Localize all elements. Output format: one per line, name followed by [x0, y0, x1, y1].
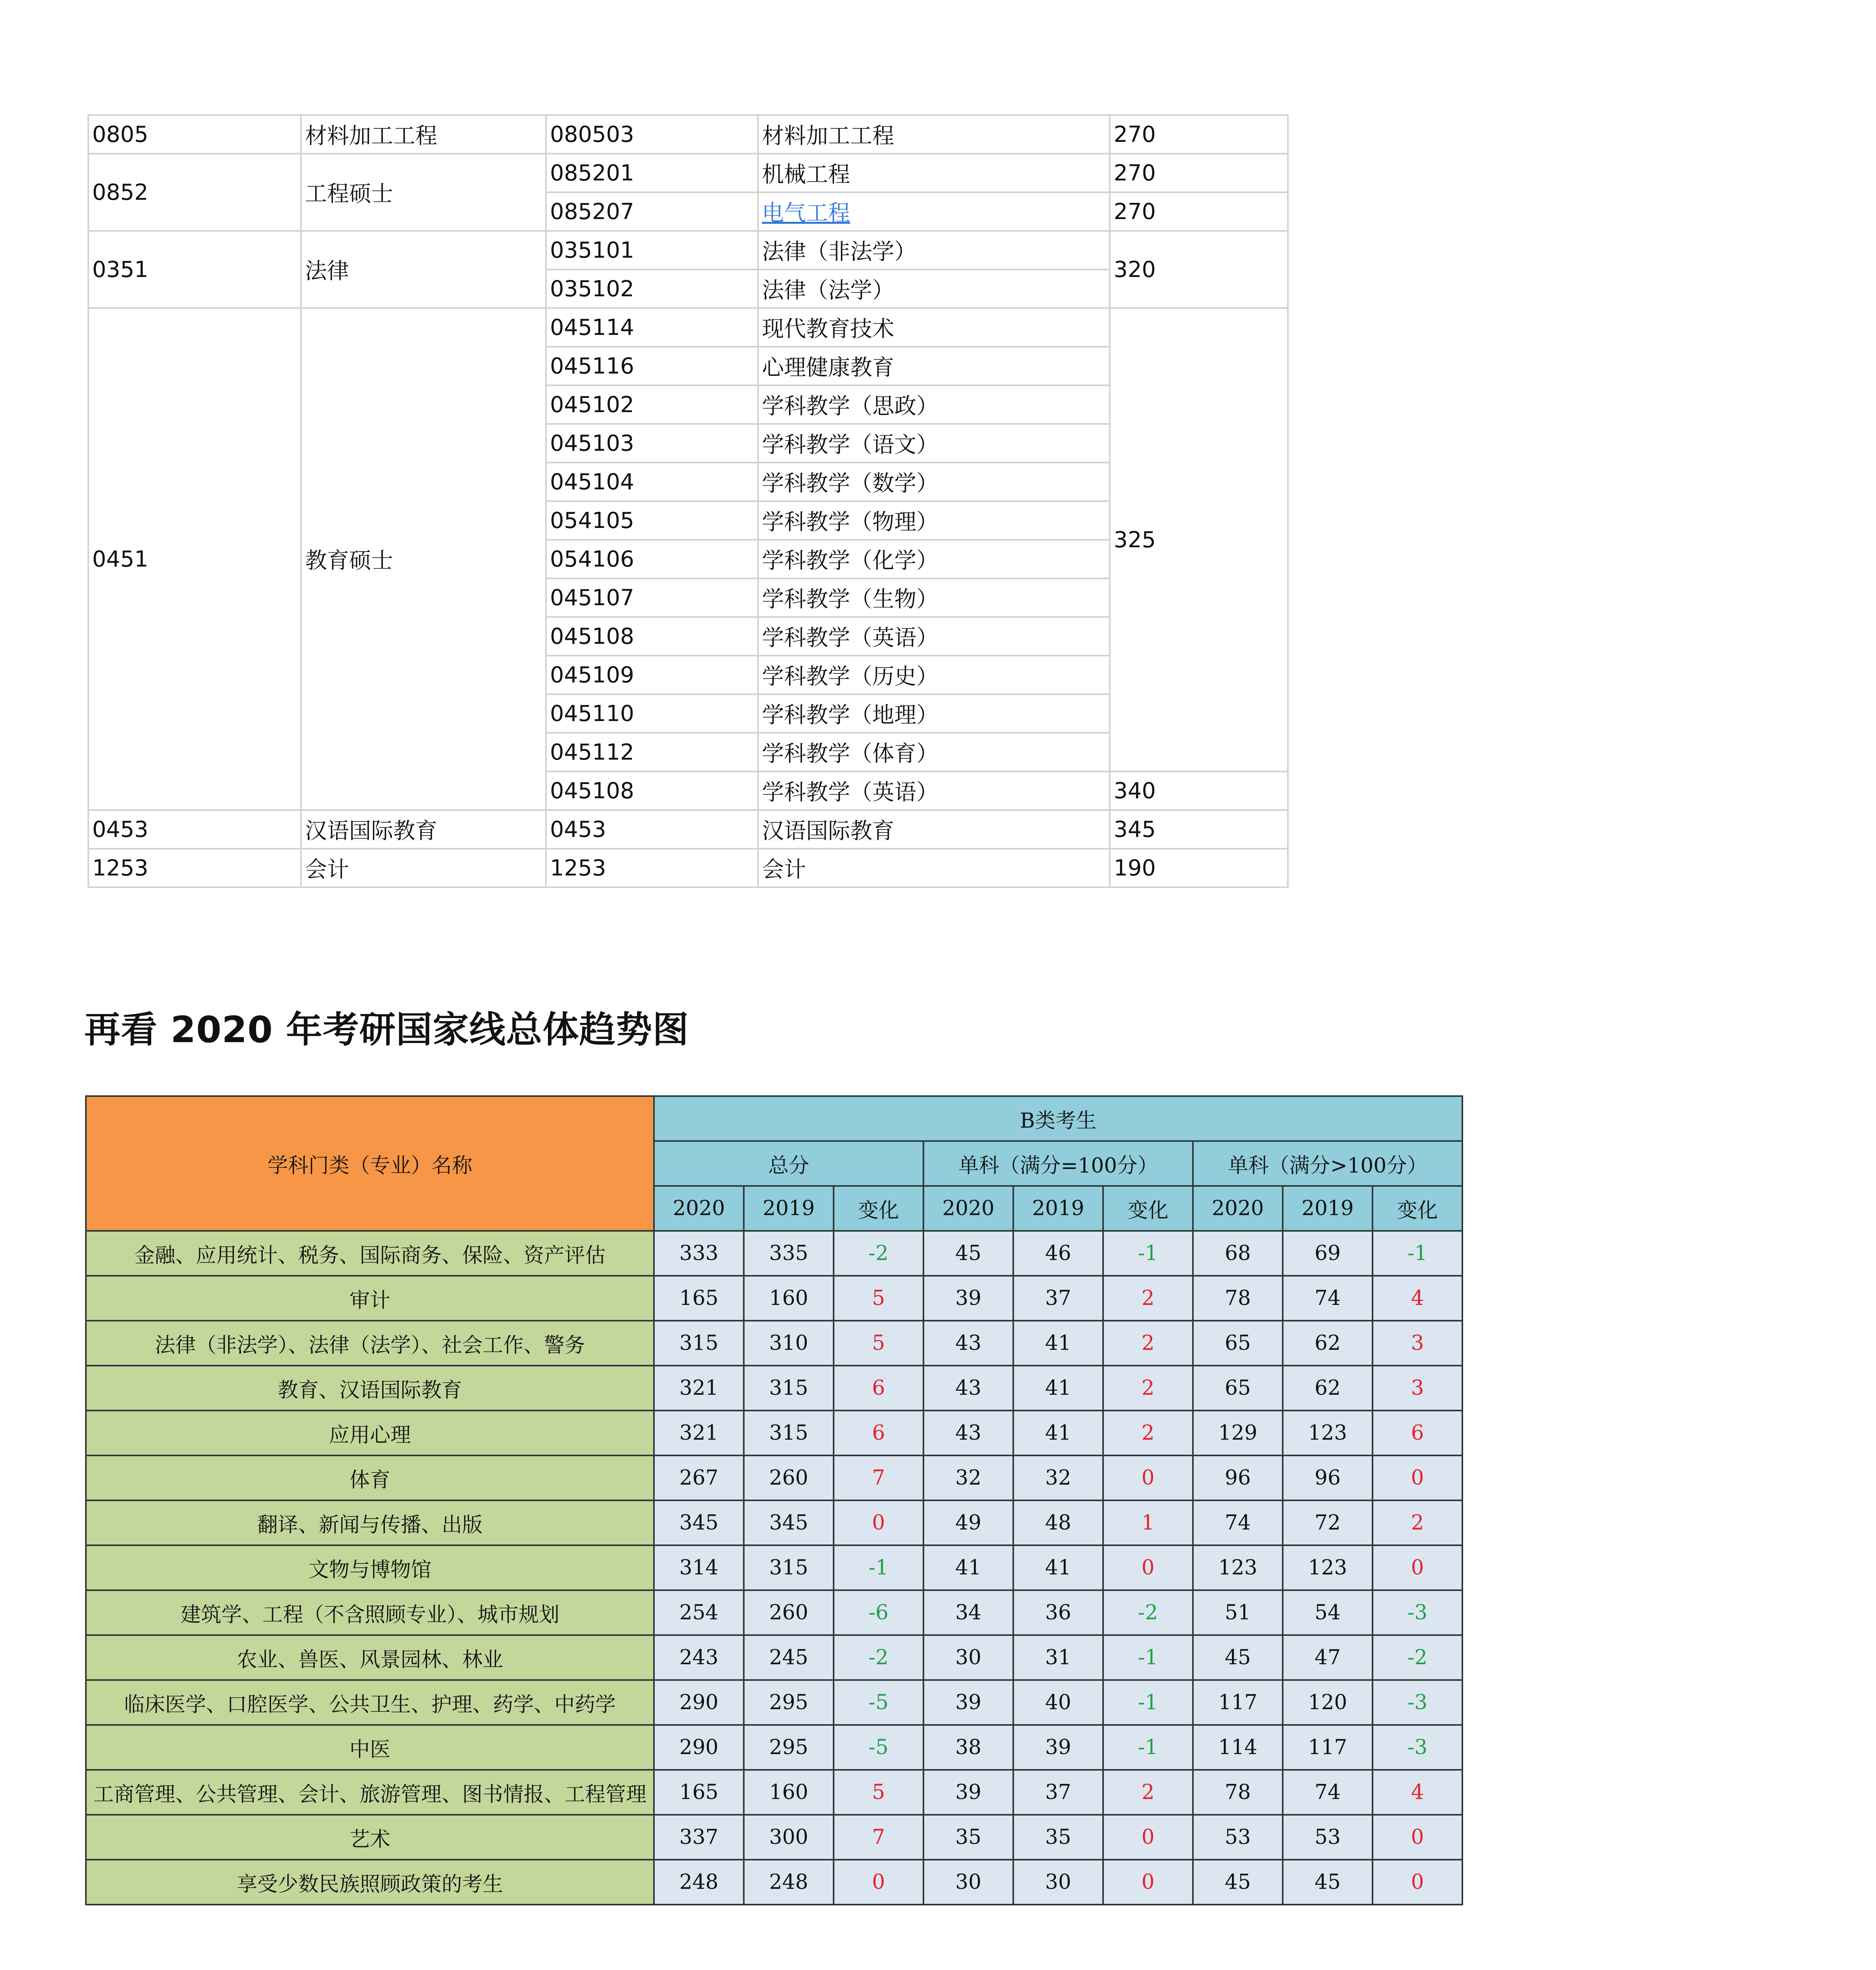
score-value: 335	[744, 1231, 834, 1276]
table-row	[86, 1590, 1462, 1635]
score-value: 310	[744, 1321, 834, 1366]
change-value: -3	[1373, 1680, 1462, 1725]
sub-name: 现代教育技术	[758, 308, 1110, 347]
table-row	[86, 1411, 1462, 1455]
score-value: 48	[1013, 1500, 1103, 1545]
score: 270	[1110, 115, 1288, 154]
score-value: 30	[923, 1860, 1013, 1905]
score: 190	[1110, 849, 1288, 887]
change-value: 4	[1373, 1276, 1462, 1321]
score-value: 260	[744, 1455, 834, 1500]
table-row	[86, 1500, 1462, 1545]
section-heading: 再看 2020 年考研国家线总体趋势图	[84, 1009, 689, 1051]
score-value: 129	[1193, 1411, 1283, 1455]
national-line-table	[85, 1095, 1463, 1905]
change-value: 0	[1103, 1455, 1193, 1500]
sub-code: 054105	[546, 501, 758, 540]
change-value: 2	[1103, 1770, 1193, 1815]
score-value: 314	[654, 1545, 744, 1590]
category-name: 应用心理	[86, 1411, 654, 1455]
change-value: 2	[1103, 1411, 1193, 1455]
sub-code: 035102	[546, 269, 758, 308]
score-value: 123	[1283, 1545, 1373, 1590]
score-value: 120	[1283, 1680, 1373, 1725]
change-value: 0	[1373, 1455, 1462, 1500]
group-header: B类考生	[654, 1096, 1462, 1141]
table-row	[86, 1231, 1462, 1276]
sub-code: 045102	[546, 385, 758, 424]
change-value: -1	[1103, 1680, 1193, 1725]
sub-code: 045108	[546, 771, 758, 810]
score-value: 34	[923, 1590, 1013, 1635]
change-value: 2	[1103, 1321, 1193, 1366]
score-value: 53	[1193, 1815, 1283, 1860]
score-value: 114	[1193, 1725, 1283, 1770]
table-row	[86, 1860, 1462, 1905]
score-value: 41	[1013, 1366, 1103, 1411]
score-value: 54	[1283, 1590, 1373, 1635]
table-row	[86, 1366, 1462, 1411]
category-name: 体育	[86, 1455, 654, 1500]
change-value: 6	[1373, 1411, 1462, 1455]
score: 325	[1110, 308, 1288, 771]
category-name: 教育、汉语国际教育	[86, 1366, 654, 1411]
score-value: 31	[1013, 1635, 1103, 1680]
table-row	[86, 1680, 1462, 1725]
score-value: 43	[923, 1366, 1013, 1411]
table-row	[88, 810, 1288, 849]
score-value: 41	[1013, 1545, 1103, 1590]
year-header: 2020	[1193, 1186, 1283, 1231]
score-value: 254	[654, 1590, 744, 1635]
sub-code: 054106	[546, 540, 758, 578]
score-value: 117	[1193, 1680, 1283, 1725]
single-over-100-header: 单科（满分>100分）	[1193, 1141, 1462, 1186]
sub-name: 学科教学（生物）	[758, 578, 1110, 617]
score-value: 260	[744, 1590, 834, 1635]
change-value: 5	[834, 1321, 923, 1366]
score-value: 333	[654, 1231, 744, 1276]
table-row	[86, 1635, 1462, 1680]
category-name: 翻译、新闻与传播、出版	[86, 1500, 654, 1545]
major-code: 1253	[88, 849, 301, 887]
major-code: 0451	[88, 308, 301, 810]
score-value: 32	[923, 1455, 1013, 1500]
score-value: 49	[923, 1500, 1013, 1545]
major-name: 法律	[301, 231, 546, 308]
table-row	[86, 1770, 1462, 1815]
score-value: 290	[654, 1680, 744, 1725]
score-value: 40	[1013, 1680, 1103, 1725]
major-code: 0453	[88, 810, 301, 849]
score-value: 30	[923, 1635, 1013, 1680]
score-value: 160	[744, 1276, 834, 1321]
score-value: 321	[654, 1411, 744, 1455]
score-value: 47	[1283, 1635, 1373, 1680]
category-name: 建筑学、工程（不含照顾专业）、城市规划	[86, 1590, 654, 1635]
electrical-engineering-link[interactable]: 电气工程	[758, 192, 1110, 231]
year-header: 2019	[1283, 1186, 1373, 1231]
change-value: 0	[1373, 1860, 1462, 1905]
score-value: 78	[1193, 1276, 1283, 1321]
score-value: 30	[1013, 1860, 1103, 1905]
change-header: 变化	[834, 1186, 923, 1231]
score: 345	[1110, 810, 1288, 849]
category-name: 艺术	[86, 1815, 654, 1860]
change-value: 5	[834, 1276, 923, 1321]
category-name: 金融、应用统计、税务、国际商务、保险、资产评估	[86, 1231, 654, 1276]
sub-name: 学科教学（历史）	[758, 656, 1110, 694]
score-value: 243	[654, 1635, 744, 1680]
sub-code: 085207	[546, 192, 758, 231]
change-value: 0	[834, 1500, 923, 1545]
change-value: 7	[834, 1815, 923, 1860]
sub-name: 会计	[758, 849, 1110, 887]
score-value: 295	[744, 1680, 834, 1725]
score: 270	[1110, 192, 1288, 231]
change-value: 0	[1103, 1545, 1193, 1590]
category-name: 农业、兽医、风景园林、林业	[86, 1635, 654, 1680]
score-value: 74	[1193, 1500, 1283, 1545]
table-row	[86, 1455, 1462, 1500]
change-value: 0	[1103, 1815, 1193, 1860]
sub-name: 学科教学（体育）	[758, 733, 1110, 771]
category-name: 审计	[86, 1276, 654, 1321]
sub-name: 材料加工工程	[758, 115, 1110, 154]
table-row	[86, 1321, 1462, 1366]
category-name: 法律（非法学）、法律（法学）、社会工作、警务	[86, 1321, 654, 1366]
sub-code: 035101	[546, 231, 758, 269]
sub-code: 045109	[546, 656, 758, 694]
change-value: 0	[1373, 1815, 1462, 1860]
major-name: 汉语国际教育	[301, 810, 546, 849]
category-name: 文物与博物馆	[86, 1545, 654, 1590]
score-value: 74	[1283, 1770, 1373, 1815]
score-value: 45	[923, 1231, 1013, 1276]
year-header: 2020	[654, 1186, 744, 1231]
change-header: 变化	[1103, 1186, 1193, 1231]
score-value: 38	[923, 1725, 1013, 1770]
score-value: 123	[1283, 1411, 1373, 1455]
total-score-header: 总分	[654, 1141, 923, 1186]
score-value: 96	[1283, 1455, 1373, 1500]
sub-name: 机械工程	[758, 154, 1110, 192]
change-value: -2	[1373, 1635, 1462, 1680]
change-value: -1	[1373, 1231, 1462, 1276]
sub-code: 045108	[546, 617, 758, 656]
major-name: 教育硕士	[301, 308, 546, 810]
score-value: 315	[744, 1411, 834, 1455]
table-row	[86, 1815, 1462, 1860]
score-value: 337	[654, 1815, 744, 1860]
score-value: 165	[654, 1276, 744, 1321]
score-value: 245	[744, 1635, 834, 1680]
table-row	[88, 154, 1288, 192]
score-value: 39	[1013, 1725, 1103, 1770]
score-value: 345	[654, 1500, 744, 1545]
change-value: -6	[834, 1590, 923, 1635]
sub-name: 学科教学（思政）	[758, 385, 1110, 424]
major-score-table	[87, 114, 1289, 888]
year-header: 2020	[923, 1186, 1013, 1231]
score-value: 62	[1283, 1321, 1373, 1366]
change-value: 2	[1103, 1366, 1193, 1411]
score-value: 35	[1013, 1815, 1103, 1860]
score: 340	[1110, 771, 1288, 810]
category-name: 临床医学、口腔医学、公共卫生、护理、药学、中药学	[86, 1680, 654, 1725]
score-value: 295	[744, 1725, 834, 1770]
sub-code: 080503	[546, 115, 758, 154]
score-value: 165	[654, 1770, 744, 1815]
category-header: 学科门类（专业）名称	[86, 1096, 654, 1231]
score-value: 321	[654, 1366, 744, 1411]
change-value: -2	[834, 1635, 923, 1680]
change-header: 变化	[1373, 1186, 1462, 1231]
change-value: 6	[834, 1366, 923, 1411]
sub-name: 法律（法学）	[758, 269, 1110, 308]
score-value: 248	[654, 1860, 744, 1905]
change-value: -1	[1103, 1725, 1193, 1770]
sub-name: 学科教学（地理）	[758, 694, 1110, 733]
score-value: 39	[923, 1770, 1013, 1815]
score-value: 51	[1193, 1590, 1283, 1635]
sub-code: 045114	[546, 308, 758, 347]
change-value: 7	[834, 1455, 923, 1500]
sub-code: 045107	[546, 578, 758, 617]
score-value: 248	[744, 1860, 834, 1905]
score: 270	[1110, 154, 1288, 192]
change-value: 5	[834, 1770, 923, 1815]
sub-name: 学科教学（化学）	[758, 540, 1110, 578]
score-value: 160	[744, 1770, 834, 1815]
score-value: 123	[1193, 1545, 1283, 1590]
sub-code: 045112	[546, 733, 758, 771]
sub-code: 045103	[546, 424, 758, 463]
score-value: 45	[1283, 1860, 1373, 1905]
score-value: 45	[1193, 1635, 1283, 1680]
category-name: 享受少数民族照顾政策的考生	[86, 1860, 654, 1905]
sub-name: 心理健康教育	[758, 347, 1110, 385]
sub-name: 汉语国际教育	[758, 810, 1110, 849]
major-name: 材料加工工程	[301, 115, 546, 154]
change-value: -3	[1373, 1725, 1462, 1770]
score-value: 43	[923, 1411, 1013, 1455]
change-value: 3	[1373, 1366, 1462, 1411]
score-value: 315	[654, 1321, 744, 1366]
sub-code: 045110	[546, 694, 758, 733]
sub-name: 学科教学（英语）	[758, 617, 1110, 656]
table-row	[88, 231, 1288, 269]
sub-code: 1253	[546, 849, 758, 887]
change-value: 6	[834, 1411, 923, 1455]
change-value: 4	[1373, 1770, 1462, 1815]
score-value: 62	[1283, 1366, 1373, 1411]
score-value: 65	[1193, 1366, 1283, 1411]
score-value: 65	[1193, 1321, 1283, 1366]
major-code: 0351	[88, 231, 301, 308]
score-value: 315	[744, 1545, 834, 1590]
change-value: -3	[1373, 1590, 1462, 1635]
score-value: 37	[1013, 1770, 1103, 1815]
table-row	[88, 308, 1288, 347]
single-100-header: 单科（满分=100分）	[923, 1141, 1193, 1186]
score-value: 46	[1013, 1231, 1103, 1276]
score-value: 35	[923, 1815, 1013, 1860]
table-row	[88, 115, 1288, 154]
sub-name: 学科教学（语文）	[758, 424, 1110, 463]
change-value: -1	[1103, 1635, 1193, 1680]
major-name: 工程硕士	[301, 154, 546, 231]
year-header: 2019	[744, 1186, 834, 1231]
score-value: 41	[923, 1545, 1013, 1590]
change-value: 0	[1103, 1860, 1193, 1905]
sub-name: 学科教学（数学）	[758, 463, 1110, 501]
table-row	[86, 1725, 1462, 1770]
score-value: 45	[1193, 1860, 1283, 1905]
category-name: 中医	[86, 1725, 654, 1770]
sub-code: 045104	[546, 463, 758, 501]
score-value: 74	[1283, 1276, 1373, 1321]
score-value: 78	[1193, 1770, 1283, 1815]
major-code: 0805	[88, 115, 301, 154]
score-value: 345	[744, 1500, 834, 1545]
change-value: 1	[1103, 1500, 1193, 1545]
change-value: 2	[1373, 1500, 1462, 1545]
major-name: 会计	[301, 849, 546, 887]
score-value: 72	[1283, 1500, 1373, 1545]
change-value: 0	[1373, 1545, 1462, 1590]
score-value: 68	[1193, 1231, 1283, 1276]
sub-code: 085201	[546, 154, 758, 192]
sub-name: 法律（非法学）	[758, 231, 1110, 269]
header-row	[86, 1096, 1462, 1141]
score-value: 39	[923, 1680, 1013, 1725]
score-value: 290	[654, 1725, 744, 1770]
score-value: 41	[1013, 1321, 1103, 1366]
score-value: 315	[744, 1366, 834, 1411]
table-row	[86, 1545, 1462, 1590]
change-value: 2	[1103, 1276, 1193, 1321]
score-value: 267	[654, 1455, 744, 1500]
category-name: 工商管理、公共管理、会计、旅游管理、图书情报、工程管理	[86, 1770, 654, 1815]
sub-name: 学科教学（物理）	[758, 501, 1110, 540]
sub-code: 0453	[546, 810, 758, 849]
sub-name: 学科教学（英语）	[758, 771, 1110, 810]
score-value: 37	[1013, 1276, 1103, 1321]
year-header: 2019	[1013, 1186, 1103, 1231]
change-value: -1	[834, 1545, 923, 1590]
major-code: 0852	[88, 154, 301, 231]
score-value: 39	[923, 1276, 1013, 1321]
change-value: 0	[834, 1860, 923, 1905]
score-value: 117	[1283, 1725, 1373, 1770]
sub-code: 045116	[546, 347, 758, 385]
score-value: 96	[1193, 1455, 1283, 1500]
table-row	[86, 1276, 1462, 1321]
change-value: -2	[1103, 1590, 1193, 1635]
score-value: 32	[1013, 1455, 1103, 1500]
change-value: 3	[1373, 1321, 1462, 1366]
score-value: 43	[923, 1321, 1013, 1366]
table-row	[88, 849, 1288, 887]
score-value: 36	[1013, 1590, 1103, 1635]
change-value: -2	[834, 1231, 923, 1276]
score-value: 53	[1283, 1815, 1373, 1860]
score-value: 69	[1283, 1231, 1373, 1276]
change-value: -5	[834, 1680, 923, 1725]
change-value: -1	[1103, 1231, 1193, 1276]
score-value: 300	[744, 1815, 834, 1860]
score-value: 41	[1013, 1411, 1103, 1455]
score: 320	[1110, 231, 1288, 308]
change-value: -5	[834, 1725, 923, 1770]
